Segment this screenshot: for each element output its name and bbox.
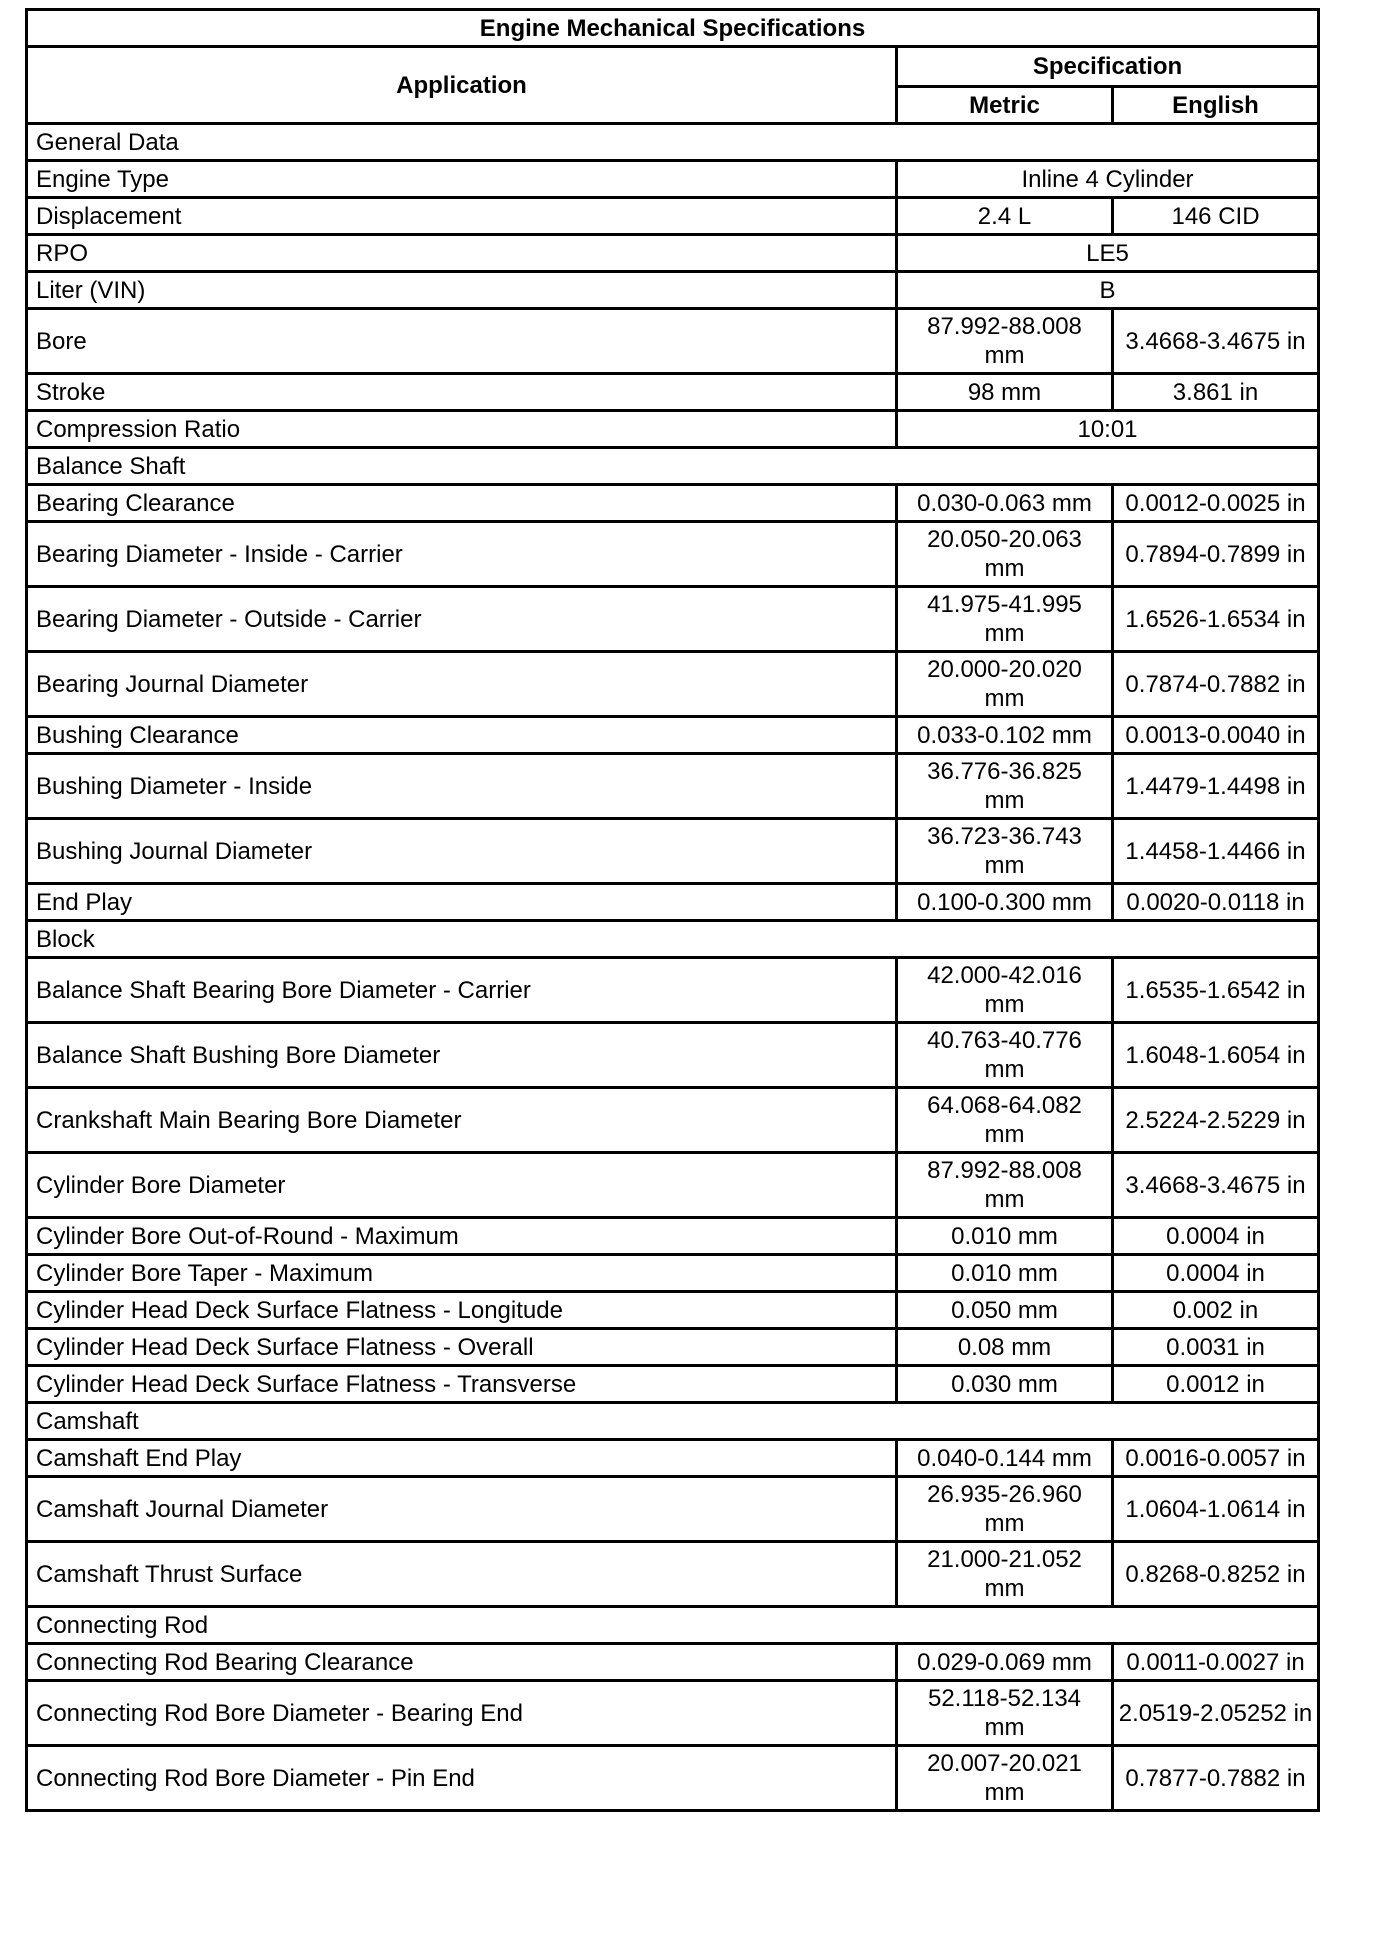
table-row (27, 652, 1319, 717)
metric-cell: 98 mm (897, 374, 1113, 411)
metric-cell: 41.975-41.995 mm (897, 587, 1113, 652)
english-cell: 2.0519-2.05252 in (1113, 1681, 1319, 1746)
english-cell: 0.0012-0.0025 in (1113, 485, 1319, 522)
metric-cell: 0.010 mm (897, 1255, 1113, 1292)
table-row (27, 717, 1319, 754)
spec-table-body (27, 124, 1319, 1811)
specification-cell: B (897, 272, 1319, 309)
application-cell: Cylinder Head Deck Surface Flatness - Transverse (27, 1366, 897, 1403)
application-header: Application (27, 47, 897, 124)
table-row (27, 587, 1319, 652)
table-row (27, 198, 1319, 235)
english-cell: 1.0604-1.0614 in (1113, 1477, 1319, 1542)
application-cell: Cylinder Bore Taper - Maximum (27, 1255, 897, 1292)
english-cell: 3.4668-3.4675 in (1113, 309, 1319, 374)
metric-cell: 0.050 mm (897, 1292, 1113, 1329)
application-cell: Bore (27, 309, 897, 374)
table-row (27, 884, 1319, 921)
metric-cell: 0.08 mm (897, 1329, 1113, 1366)
section-heading: Balance Shaft (27, 448, 1319, 485)
table-row (27, 754, 1319, 819)
table-row (27, 1477, 1319, 1542)
english-cell: 0.0011-0.0027 in (1113, 1644, 1319, 1681)
application-cell: Bushing Diameter - Inside (27, 754, 897, 819)
application-cell: Cylinder Head Deck Surface Flatness - Longitude (27, 1292, 897, 1329)
english-cell: 1.6048-1.6054 in (1113, 1023, 1319, 1088)
table-row (27, 161, 1319, 198)
application-cell: Connecting Rod Bore Diameter - Pin End (27, 1746, 897, 1811)
specification-cell: 10:01 (897, 411, 1319, 448)
section-heading: General Data (27, 124, 1319, 161)
application-cell: Camshaft Thrust Surface (27, 1542, 897, 1607)
metric-cell: 26.935-26.960 mm (897, 1477, 1113, 1542)
application-cell: Compression Ratio (27, 411, 897, 448)
english-cell: 0.8268-0.8252 in (1113, 1542, 1319, 1607)
application-cell: Engine Type (27, 161, 897, 198)
metric-cell: 20.050-20.063 mm (897, 522, 1113, 587)
application-cell: Stroke (27, 374, 897, 411)
metric-cell: 0.033-0.102 mm (897, 717, 1113, 754)
table-row (27, 1218, 1319, 1255)
table-row (27, 1542, 1319, 1607)
metric-cell: 20.007-20.021 mm (897, 1746, 1113, 1811)
application-cell: Cylinder Bore Diameter (27, 1153, 897, 1218)
application-cell: Cylinder Bore Out-of-Round - Maximum (27, 1218, 897, 1255)
application-cell: Bearing Diameter - Outside - Carrier (27, 587, 897, 652)
english-cell: 146 CID (1113, 198, 1319, 235)
specification-cell: Inline 4 Cylinder (897, 161, 1319, 198)
english-cell: 1.6535-1.6542 in (1113, 958, 1319, 1023)
metric-cell: 36.723-36.743 mm (897, 819, 1113, 884)
metric-cell: 21.000-21.052 mm (897, 1542, 1113, 1607)
application-cell: Cylinder Head Deck Surface Flatness - Overall (27, 1329, 897, 1366)
application-cell: Liter (VIN) (27, 272, 897, 309)
table-row (27, 819, 1319, 884)
application-cell: Balance Shaft Bushing Bore Diameter (27, 1023, 897, 1088)
metric-header: Metric (897, 87, 1113, 124)
english-cell: 0.0012 in (1113, 1366, 1319, 1403)
table-row (27, 1329, 1319, 1366)
application-cell: End Play (27, 884, 897, 921)
section-heading: Camshaft (27, 1403, 1319, 1440)
table-row (27, 309, 1319, 374)
table-row (27, 1440, 1319, 1477)
section-row (27, 448, 1319, 485)
metric-cell: 0.100-0.300 mm (897, 884, 1113, 921)
metric-cell: 2.4 L (897, 198, 1113, 235)
application-cell: Bearing Diameter - Inside - Carrier (27, 522, 897, 587)
application-cell: Camshaft Journal Diameter (27, 1477, 897, 1542)
application-cell: Connecting Rod Bearing Clearance (27, 1644, 897, 1681)
application-cell: Camshaft End Play (27, 1440, 897, 1477)
table-row (27, 958, 1319, 1023)
table-row (27, 1644, 1319, 1681)
application-cell: Bushing Clearance (27, 717, 897, 754)
metric-cell: 64.068-64.082 mm (897, 1088, 1113, 1153)
application-cell: Displacement (27, 198, 897, 235)
english-cell: 1.6526-1.6534 in (1113, 587, 1319, 652)
metric-cell: 0.029-0.069 mm (897, 1644, 1113, 1681)
application-cell: Crankshaft Main Bearing Bore Diameter (27, 1088, 897, 1153)
english-cell: 0.0013-0.0040 in (1113, 717, 1319, 754)
application-cell: RPO (27, 235, 897, 272)
application-cell: Bushing Journal Diameter (27, 819, 897, 884)
metric-cell: 36.776-36.825 mm (897, 754, 1113, 819)
english-header: English (1113, 87, 1319, 124)
table-row (27, 374, 1319, 411)
english-cell: 0.0020-0.0118 in (1113, 884, 1319, 921)
metric-cell: 0.030 mm (897, 1366, 1113, 1403)
table-row (27, 1088, 1319, 1153)
application-cell: Connecting Rod Bore Diameter - Bearing End (27, 1681, 897, 1746)
table-row (27, 411, 1319, 448)
metric-cell: 87.992-88.008 mm (897, 309, 1113, 374)
english-cell: 1.4479-1.4498 in (1113, 754, 1319, 819)
table-row (27, 1023, 1319, 1088)
english-cell: 0.002 in (1113, 1292, 1319, 1329)
table-row (27, 1292, 1319, 1329)
table-title: Engine Mechanical Specifications (27, 10, 1319, 47)
specification-header: Specification (897, 47, 1319, 87)
english-cell: 2.5224-2.5229 in (1113, 1088, 1319, 1153)
table-row (27, 1681, 1319, 1746)
section-row (27, 124, 1319, 161)
section-row (27, 921, 1319, 958)
english-cell: 0.7877-0.7882 in (1113, 1746, 1319, 1811)
table-row (27, 485, 1319, 522)
english-cell: 3.861 in (1113, 374, 1319, 411)
table-row (27, 1153, 1319, 1218)
table-row (27, 1746, 1319, 1811)
metric-cell: 42.000-42.016 mm (897, 958, 1113, 1023)
metric-cell: 0.040-0.144 mm (897, 1440, 1113, 1477)
metric-cell: 0.010 mm (897, 1218, 1113, 1255)
english-cell: 0.0004 in (1113, 1218, 1319, 1255)
section-heading: Connecting Rod (27, 1607, 1319, 1644)
table-row (27, 522, 1319, 587)
table-row (27, 1255, 1319, 1292)
english-cell: 3.4668-3.4675 in (1113, 1153, 1319, 1218)
english-cell: 0.0016-0.0057 in (1113, 1440, 1319, 1477)
english-cell: 0.0031 in (1113, 1329, 1319, 1366)
table-row (27, 272, 1319, 309)
application-cell: Balance Shaft Bearing Bore Diameter - Carrier (27, 958, 897, 1023)
metric-cell: 87.992-88.008 mm (897, 1153, 1113, 1218)
metric-cell: 40.763-40.776 mm (897, 1023, 1113, 1088)
section-row (27, 1607, 1319, 1644)
application-cell: Bearing Clearance (27, 485, 897, 522)
english-cell: 0.0004 in (1113, 1255, 1319, 1292)
metric-cell: 0.030-0.063 mm (897, 485, 1113, 522)
english-cell: 1.4458-1.4466 in (1113, 819, 1319, 884)
english-cell: 0.7894-0.7899 in (1113, 522, 1319, 587)
specification-cell: LE5 (897, 235, 1319, 272)
section-row (27, 1403, 1319, 1440)
engine-specifications-table (25, 8, 1320, 1812)
table-row (27, 1366, 1319, 1403)
metric-cell: 52.118-52.134 mm (897, 1681, 1113, 1746)
english-cell: 0.7874-0.7882 in (1113, 652, 1319, 717)
section-heading: Block (27, 921, 1319, 958)
application-cell: Bearing Journal Diameter (27, 652, 897, 717)
metric-cell: 20.000-20.020 mm (897, 652, 1113, 717)
table-row (27, 235, 1319, 272)
